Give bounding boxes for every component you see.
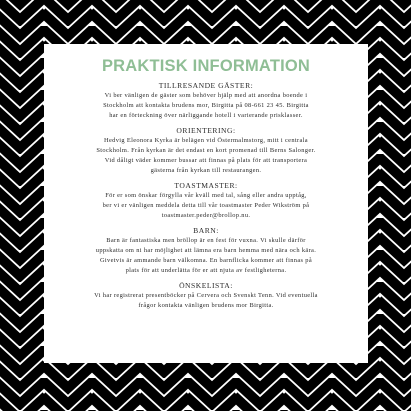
section-text-line: plats för att underlätta för er att njuta av festligheterna.	[125, 267, 287, 274]
section-text-line: Hedvig Eleonora Kyrka är belägen vid Östermalmstorg, mitt i centrala	[104, 137, 308, 144]
information-card	[44, 44, 368, 363]
section-heading: ORIENTERING:	[176, 126, 236, 135]
toastmaster-email[interactable]: toastmaster.peder@brollop.nu.	[161, 212, 251, 219]
section-text-line: För er som önskar förgylla vår kväll med tal, sång eller andra upptåg,	[105, 192, 307, 199]
section-text-line: Stockholm att kontakta brudens mor, Birgitta på 08-661 23 45. Birgitta	[103, 102, 309, 109]
section-orientering	[50, 126, 362, 176]
section-heading: TOASTMASTER:	[174, 181, 238, 190]
section-barn	[50, 226, 362, 276]
page-title: PRAKTISK INFORMATION	[101, 57, 311, 75]
section-toastmaster	[50, 181, 362, 221]
section-tillresande-gaster	[50, 81, 362, 121]
section-text-line: Vid dåligt väder kommer bussar att finnas på plats för att transportera	[104, 157, 308, 164]
section-text-line: uppskatta om ni har möjlighet att lämna era barn hemma med nära och kära.	[95, 247, 317, 254]
section-text-line: Givetvis är ammande barn välkomna. En barnflicka kommer att finnas på	[99, 257, 313, 264]
section-text-line: Barn är fantastiska men bröllop är en fest för vuxna. Vi skulle därför	[106, 237, 306, 244]
section-heading: BARN:	[193, 226, 219, 235]
section-heading: ÖNSKELISTA:	[179, 281, 233, 290]
section-onskelista	[50, 281, 362, 311]
section-text-line: Stockholm. Från kyrkan är det endast en kort promenad till Berns Salonger.	[96, 147, 316, 154]
section-text-line: Vi har registrerat presentböcker på Cervera och Svenskt Tenn. Vid eventuella	[94, 292, 318, 299]
section-heading: TILLRESANDE GÄSTER:	[158, 81, 254, 90]
section-text-line: har en förteckning över närliggande hotell i varierande prisklasser.	[109, 112, 303, 119]
section-text-line: frågor kontakta vänligen brudens mor Birgitta.	[138, 302, 274, 309]
section-text-line: ber vi er vänligen meddela detta till vår toastmaster Peder Wikström på	[102, 202, 310, 209]
section-text-line: Vi ber vänligen de gäster som behöver hjälp med att anordna boende i	[104, 92, 308, 99]
section-text-line: gästerna från kyrkan till restaurangen.	[150, 167, 262, 174]
